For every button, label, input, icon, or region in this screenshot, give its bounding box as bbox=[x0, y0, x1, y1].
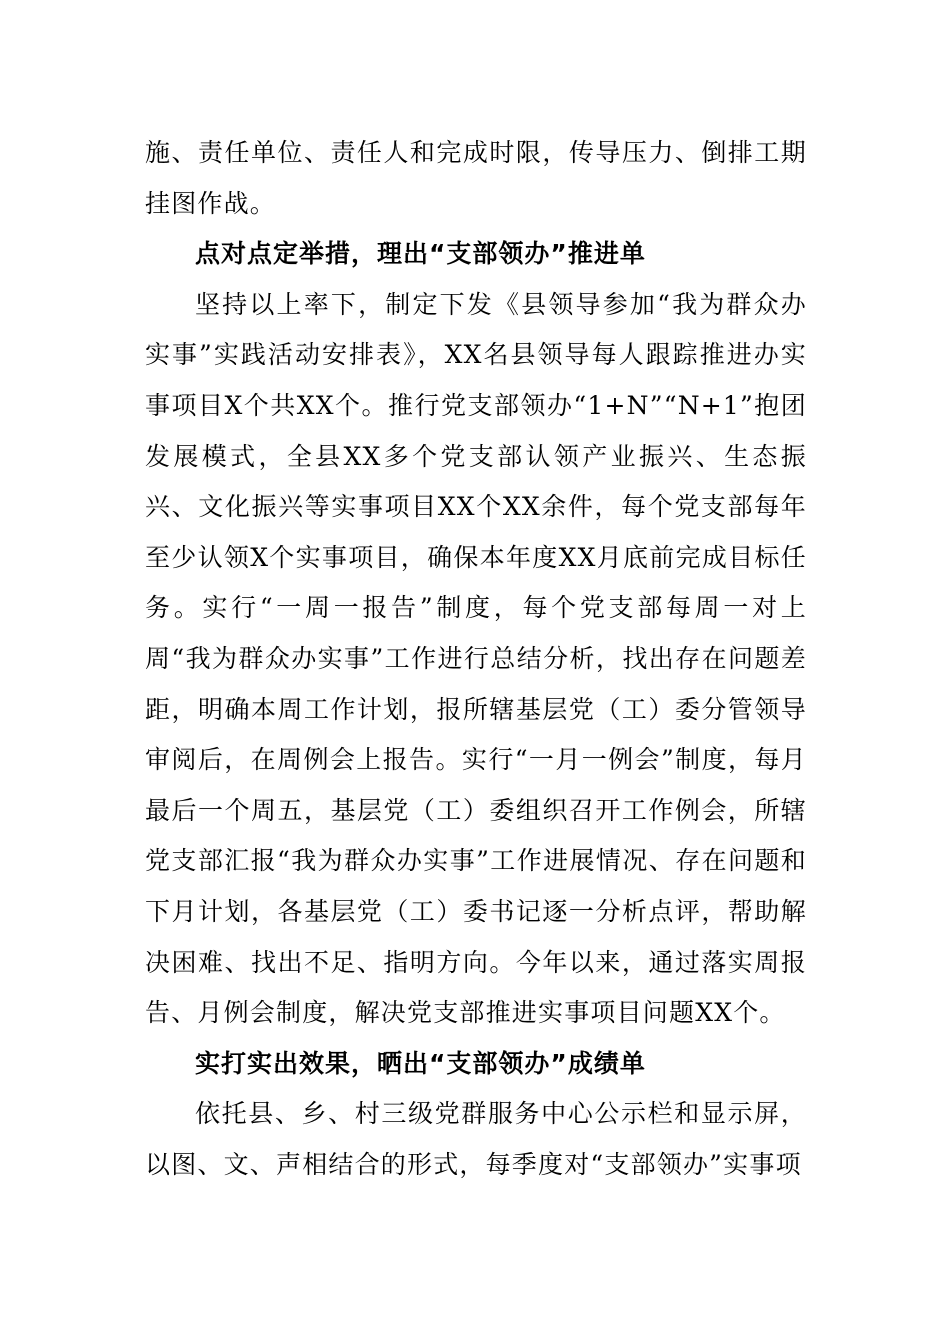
paragraph-body-1: 坚持以上率下，制定下发《县领导参加“我为群众办实事”实践活动安排表》，XX名县领导每人跟踪推进办实事项目X个共XX个。推行党支部领办“1+N”“N+1”抱团发展模式，全县XX多个党支部认领产业振兴、生态振兴、文化振兴等实事项目XX个XX余件，每个党支部每年至少认领X个实事项目，确保本年度XX月底前完成目标任务。实行“一周一报告”制度，每个党支部每周一对上周“我为群众办实事”工作进行总结分析，找出存在问题差距，明确本周工作计划，报所辖基层党（工）委分管领导审阅后，在周例会上报告。实行“一月一例会”制度，每月最后一个周五，基层党（工）委组织召开工作例会，所辖党支部汇报“我为群众办实事”工作进展情况、存在问题和下月计划，各基层党（工）委书记逐一分析点评，帮助解决困难、找出不足、指明方向。今年以来，通过落实周报告、月例会制度，解决党支部推进实事项目问题XX个。 bbox=[145, 289, 807, 1028]
section-heading-1: 点对点定举措，理出“支部领办”推进单 bbox=[195, 239, 646, 269]
paragraph-continued: 施、责任单位、责任人和完成时限，传导压力、倒排工期挂图作战。 bbox=[145, 138, 807, 218]
paragraph-body-2: 依托县、乡、村三级党群服务中心公示栏和显示屏，以图、文、声相结合的形式，每季度对“支部领办”实事项 bbox=[145, 1099, 807, 1179]
document-body bbox=[145, 128, 807, 1190]
section-heading-2: 实打实出效果，晒出“支部领办”成绩单 bbox=[195, 1048, 646, 1078]
